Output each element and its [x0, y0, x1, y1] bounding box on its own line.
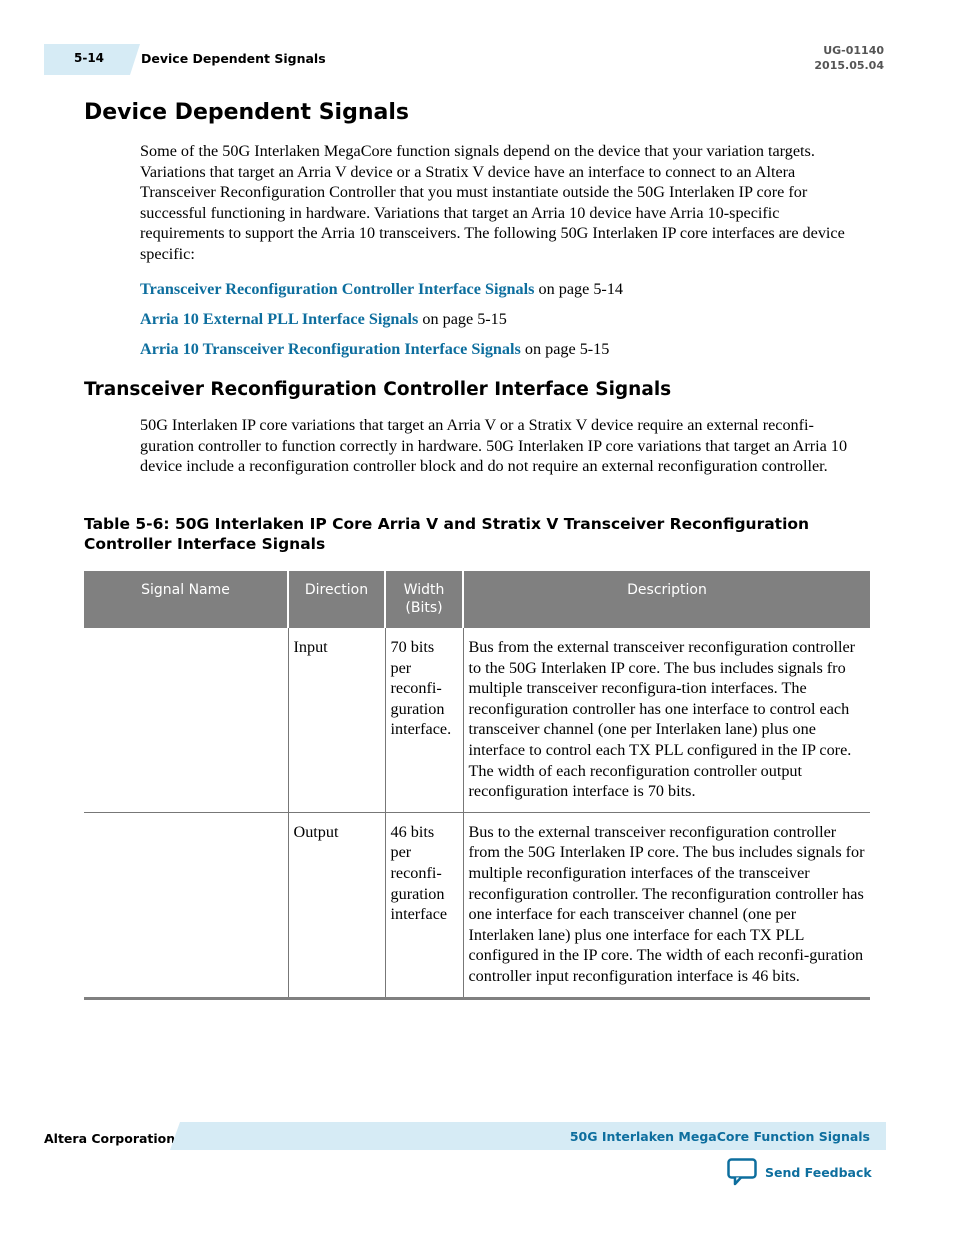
table-row: [84, 812, 870, 998]
xref-page-ref: on page 5-15: [520, 340, 610, 358]
xref-page-ref: on page 5-14: [534, 280, 624, 298]
section-intro-paragraph: Some of the 50G Interlaken MegaCore function signals depend on the device that your variation targets. Variations that target an Arria V device or a Stratix V device have an interface to connect to an Altera Transceiver Reconfiguration Controller that you must instantiate outside the 50G Interlaken IP core for successful functioning in hardware. Variations that target an Arria 10 device have Arria 10-specific requirements to support the Arria 10 transceivers. The following 50G Interlaken IP core interfaces are device specific:: [140, 142, 845, 263]
footer-document-title: 50G Interlaken MegaCore Function Signals: [569, 1129, 870, 1144]
document-id: UG-01140: [823, 44, 884, 57]
table-caption: Table 5-6: 50G Interlaken IP Core Arria V and Stratix V Transceiver Reconfiguration Controller Interface Signals: [84, 515, 810, 553]
cell-width: 46 bits per reconfi-guration interface: [385, 812, 463, 998]
send-feedback-label: Send Feedback: [765, 1164, 872, 1180]
column-header-direction: Direction: [288, 571, 385, 628]
subsection-title: Transceiver Reconfiguration Controller Interface Signals: [84, 379, 672, 400]
section-title: Device Dependent Signals: [84, 100, 409, 125]
xref-link-transceiver-reconfig[interactable]: Transceiver Reconfiguration Controller Interface Signals: [140, 280, 535, 298]
cross-reference-3: [140, 340, 609, 359]
xref-link-arria10-pll[interactable]: Arria 10 External PLL Interface Signals: [140, 310, 419, 328]
cell-signal-name: [84, 812, 288, 998]
footer-company: Altera Corporation: [44, 1131, 176, 1146]
cell-direction: Output: [288, 812, 385, 998]
speech-bubble-icon: [727, 1158, 757, 1186]
cell-width: 70 bits per reconfi-guration interface.: [385, 628, 463, 812]
xref-link-arria10-reconfig[interactable]: Arria 10 Transceiver Reconfiguration Interface Signals: [140, 340, 521, 358]
xref-page-ref: on page 5-15: [418, 310, 507, 328]
cell-signal-name: [84, 628, 288, 812]
table-header-row: [84, 571, 870, 628]
column-header-signal-name: Signal Name: [84, 571, 288, 628]
subsection-paragraph: 50G Interlaken IP core variations that target an Arria V or a Stratix V device require an external reconfi-guration controller to function correctly in hardware. 50G Interlaken IP core variations that target an Arria 10 device include a reconfiguration controller block and do not require an external reconfiguration controller.: [140, 416, 848, 476]
document-id-block: [814, 43, 884, 73]
send-feedback-button[interactable]: [727, 1158, 872, 1186]
cell-direction: Input: [288, 628, 385, 812]
column-header-width: Width (Bits): [385, 571, 463, 628]
cross-reference-1: [140, 280, 623, 299]
document-date: 2015.05.04: [814, 59, 884, 72]
page-number: 5-14: [74, 51, 105, 65]
table-row: [84, 628, 870, 812]
cell-description: Bus to the external transceiver reconfiguration controller from the 50G Interlaken IP core. The bus includes signals for multiple reconfiguration interfaces of the transceiver reconfiguration controller. The reconfiguration controller has one interface for each transceiver channel (one per Interlaken lane) plus one interface for each TX PLL configured in the IP core. The width of each reconfi-guration controller input reconfiguration interface is 46 bits.: [463, 812, 870, 998]
column-header-description: Description: [463, 571, 870, 628]
cross-reference-2: [140, 310, 507, 329]
cell-description: Bus from the external transceiver reconfiguration controller to the 50G Interlaken IP core. The bus includes signals fro multiple transceiver reconfigura-tion interfaces. The reconfiguration controller has one interface to control each transceiver channel (one per Interlaken lane) plus one interface to control each TX PLL configured in the IP core. The width of each reconfiguration controller output reconfiguration interface is 70 bits.: [463, 628, 870, 812]
signals-table: [84, 571, 870, 1000]
running-header-section: Device Dependent Signals: [141, 51, 326, 66]
